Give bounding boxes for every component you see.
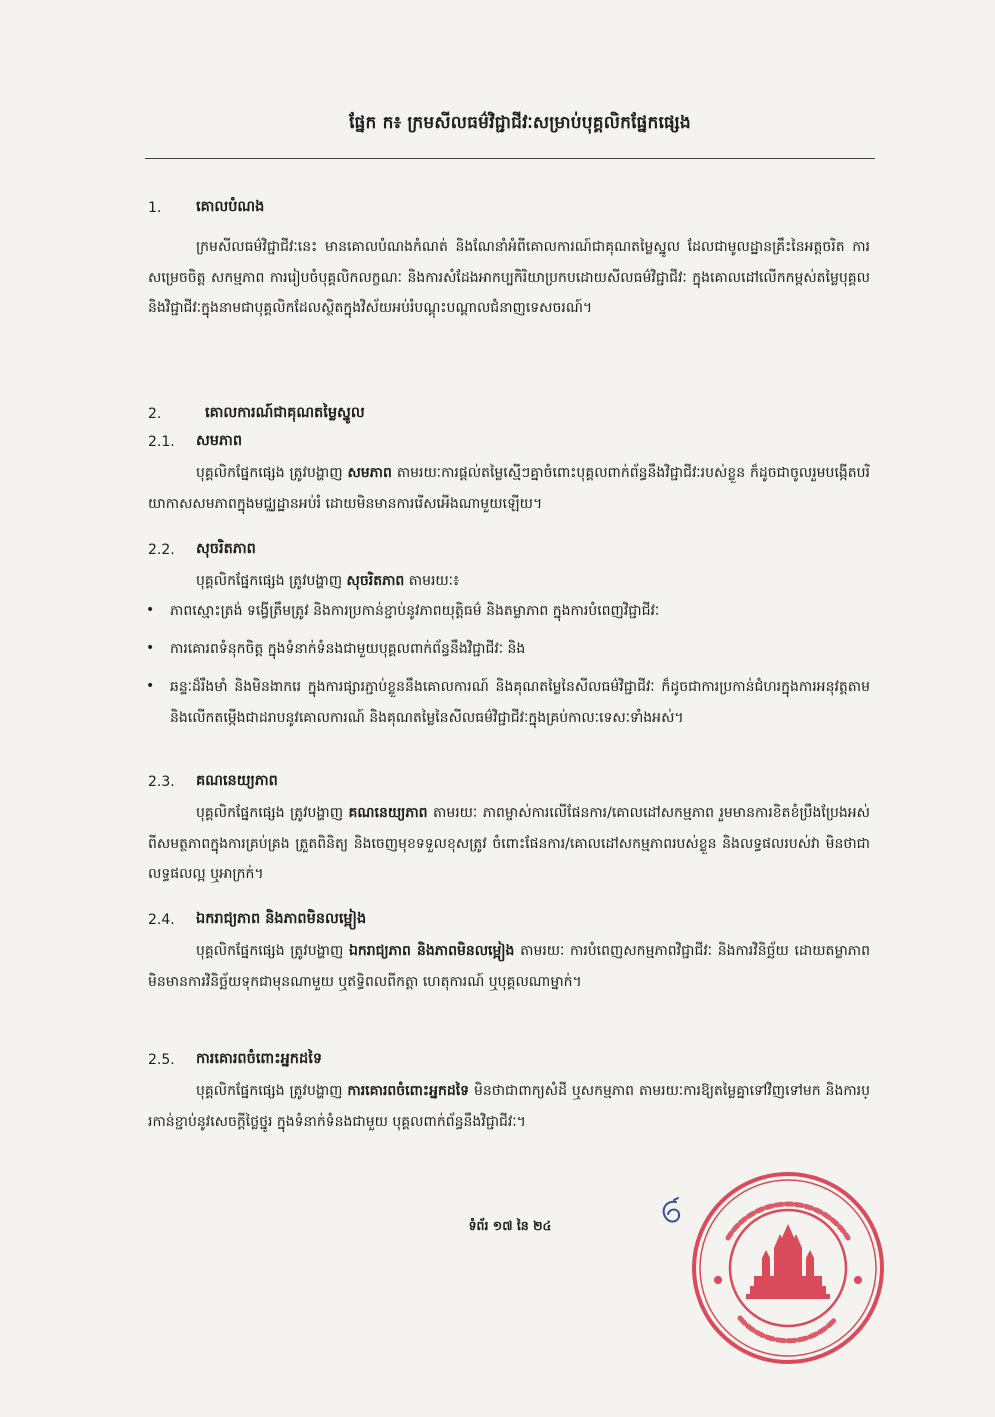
bullet-item: ភាពស្មោះត្រង់ ទង្វើត្រឹមត្រូវ និងការប្រកាន់ខ្ជាប់នូវភាពយុត្តិធម៌ និងតម្លាភាព ក្នុងការបំពេញវិជ្ជាជីវៈ	[170, 603, 660, 619]
bullet-dot: •	[146, 640, 155, 656]
section-2-1-text: បុគ្គលិកផ្នែកផ្សេង ត្រូវបង្ហាញ សមភាព តាមរយៈការផ្តល់តម្លៃស្មើៗគ្នាចំពោះបុគ្គលពាក់ព័ន្ធនឹងវិជ្ជាជីវៈរបស់ខ្លួន ក៏ដូចជាចូលរួមបង្កើតបរិយាកាសសមភាពក្នុងមជ្ឈដ្ឋានអប់រំ ដោយមិនមានការរើសអើងណាមួយឡើយ។	[148, 465, 870, 512]
section-1-text: ក្រមសីលធម៌វិជ្ជាជីវៈនេះ មានគោលបំណងកំណត់ និងណែនាំអំពីគោលការណ៍ជាគុណតម្លៃស្នូល ដែលជាមូលដ្ឋានគ្រឹះនៃអត្តចរិត ការសម្រេចចិត្ត សកម្មភាព ការរៀបចំបុគ្គលិកលក្ខណៈ និងការសំដែងអាកប្បកិរិយាប្រកបដោយសីលធម៌វិជ្ជាជីវៈ ក្នុងគោលដៅលើកកម្ពស់តម្លៃបុគ្គល និងវិជ្ជាជីវៈក្នុងនាមជាបុគ្គលិកដែលស្ថិតក្នុងវិស័យអប់រំបណ្តុះបណ្តាលជំនាញទេសចរណ៍។	[148, 239, 870, 316]
section-2-1-heading: សមភាព	[196, 433, 243, 449]
section-2-3-text: បុគ្គលិកផ្នែកផ្សេង ត្រូវបង្ហាញ គណនេយ្យភាព តាមរយៈ ភាពម្ចាស់ការលើផែនការ/គោលដៅសកម្មភាព រួមមានការខិតខំប្រឹងប្រែងអស់ពីសមត្ថភាពក្នុងការគ្រប់គ្រង ត្រួតពិនិត្យ និងចេញមុខទទួលខុសត្រូវ ចំពោះផែនការ/គោលដៅសកម្មភាពរបស់ខ្លួន និងលទ្ធផលរបស់វា មិនថាជាលទ្ធផលល្អ ឬអាក្រក់។	[148, 805, 871, 882]
signature-mark-icon	[652, 1196, 692, 1230]
bullet-item: ឆន្ទៈដ៏រឹងមាំ និងមិនងាករេ ក្នុងការផ្សារភ្ជាប់ខ្លួននឹងគោលការណ៍ និងគុណតម្លៃនៃសីលធម៌វិជ្ជាជីវៈ ក៏ដូចជាការប្រកាន់ជំហរក្នុងការអនុវត្តតាម និងលើកតម្កើងជាដរាបនូវគោលការណ៍ និងគុណតម្លៃនៃសីលធម៌វិជ្ជាជីវៈក្នុងគ្រប់កាលៈទេសៈទាំងអស់។	[170, 679, 870, 726]
section-2-2-intro: បុគ្គលិកផ្នែកផ្សេង ត្រូវបង្ហាញ សុចរិតភាព តាមរយៈ៖	[196, 573, 460, 589]
section-2-1-number: 2.1.	[148, 434, 175, 450]
section-2-4-number: 2.4.	[148, 912, 175, 928]
page-number: ទំព័រ ១៧ នៃ ២៤	[468, 1218, 552, 1233]
section-2-2-heading: សុចរិតភាព	[196, 541, 256, 557]
page-title: ផ្នែក ក៖ ក្រមសីលធម៌វិជ្ជាជីវៈសម្រាប់បុគ្គលិកផ្នែកផ្សេង	[349, 113, 691, 133]
section-2-5-heading: ការគោរពចំពោះអ្នកដទៃ	[196, 1051, 323, 1067]
section-2-5-text: បុគ្គលិកផ្នែកផ្សេង ត្រូវបង្ហាញ ការគោរពចំពោះអ្នកដទៃ មិនថាជាពាក្យសំដី ឬសកម្មភាព តាមរយៈការឱ្យតម្លៃគ្នាទៅវិញទៅមក និងការប្រកាន់ខ្ជាប់នូវសេចក្តីថ្លៃថ្នូរ ក្នុងទំនាក់ទំនងជាមួយ បុគ្គលពាក់ព័ន្ធនឹងវិជ្ជាជីវៈ។	[148, 1083, 870, 1130]
bullet-dot: •	[146, 602, 155, 618]
section-2-4-heading: ឯករាជ្យភាព និងភាពមិនលម្អៀង	[196, 911, 367, 927]
section-2-3-heading: គណនេយ្យភាព	[196, 773, 278, 789]
section-2-heading: គោលការណ៍ជាគុណតម្លៃស្នូល	[205, 405, 365, 421]
section-2-5-number: 2.5.	[148, 1052, 175, 1068]
section-2-3-number: 2.3.	[148, 774, 175, 790]
section-2-2-number: 2.2.	[148, 542, 175, 558]
bullet-dot: •	[146, 678, 155, 694]
title-divider	[145, 158, 875, 159]
section-2-4-text: បុគ្គលិកផ្នែកផ្សេង ត្រូវបង្ហាញ ឯករាជ្យភាព និងភាពមិនលម្អៀង តាមរយៈ ការបំពេញសកម្មភាពវិជ្ជាជីវៈ និងការវិនិច្ឆ័យ ដោយតម្លាភាព មិនមានការវិនិច្ឆ័យទុកជាមុនណាមួយ ឬឥទ្ធិពលពីកត្តា ហេតុការណ៍ ឬបុគ្គលណាម្នាក់។	[148, 943, 870, 990]
bullet-item: ការគោរពទំនុកចិត្ត ក្នុងទំនាក់ទំនងជាមួយបុគ្គលពាក់ព័ន្ធនឹងវិជ្ជាជីវៈ និង	[170, 641, 526, 657]
section-2-number: 2.	[148, 406, 162, 422]
section-1-heading: គោលបំណង	[196, 199, 265, 215]
section-1-number: 1.	[148, 200, 162, 216]
temple-seal-icon	[688, 1168, 888, 1368]
